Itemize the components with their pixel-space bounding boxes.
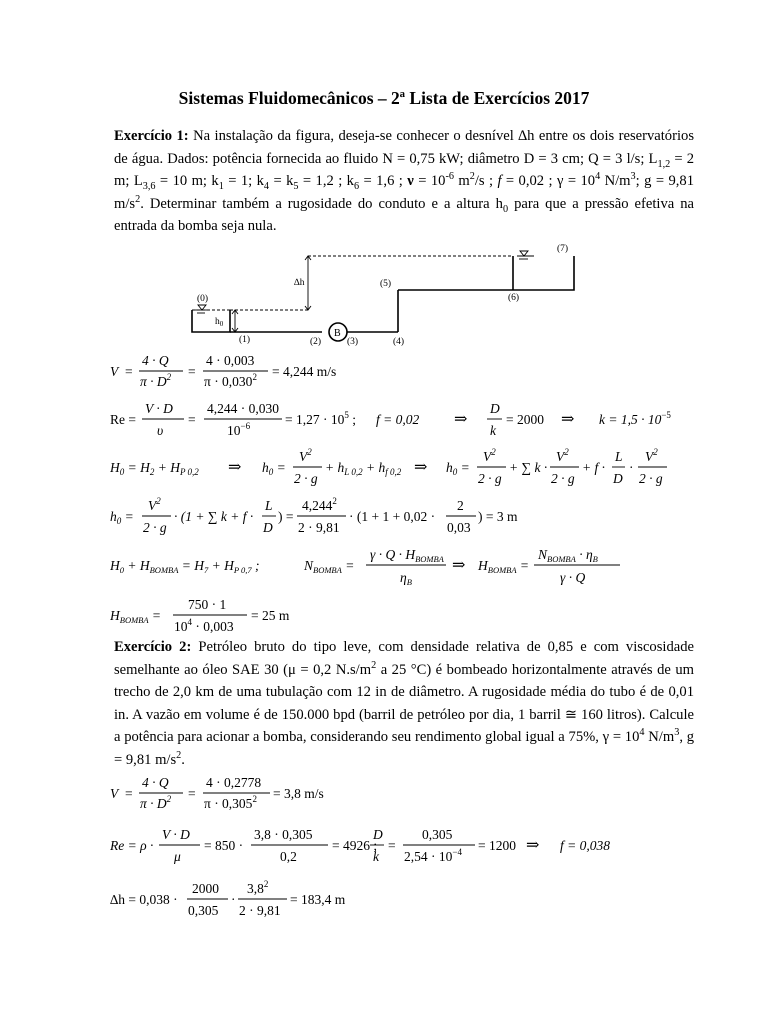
eq-term: =	[125, 786, 133, 801]
eq-term: 0,305	[422, 827, 453, 842]
eq-term: V	[110, 786, 119, 801]
implies-arrow: ⇒	[526, 837, 540, 854]
eq-term: 4 · 0,003	[206, 353, 255, 368]
implies-arrow: ⇒	[561, 411, 575, 428]
eq-denominator: π · 0,305	[204, 796, 253, 811]
point-6-label: (6)	[508, 293, 520, 303]
point-2-label: (2)	[310, 337, 322, 347]
equation-pump-head	[110, 546, 630, 590]
eq-text: + H	[154, 460, 180, 475]
eq-term	[404, 847, 462, 864]
exercise-1-statement	[114, 125, 694, 238]
eq-text: = H	[178, 558, 205, 573]
eq-term	[110, 608, 161, 625]
document-title: Sistemas Fluidomecânicos – 2ª Lista de Exercícios 2017	[178, 88, 590, 108]
eq-text: + H	[208, 558, 234, 573]
eq-term	[325, 460, 402, 477]
eq-text: h	[110, 509, 117, 524]
eq-term: Re = ρ ·	[110, 838, 154, 853]
eq-term: k	[373, 849, 379, 864]
ex1-sup: 4	[595, 171, 601, 183]
eq-sub: P 0,7	[233, 565, 252, 575]
eq-term	[110, 509, 134, 526]
eq-term: 750 · 1	[188, 597, 227, 612]
eq-term: · (1 + ∑ k + f ·	[174, 509, 254, 524]
ex1-sup: -6	[445, 171, 454, 183]
eq-sup: 2	[307, 448, 312, 457]
eq-result: = 183,4 m	[290, 892, 346, 907]
eq-term: 4 · Q	[142, 775, 169, 790]
eq-text: H	[110, 460, 120, 475]
eq-sup: 2	[156, 496, 161, 506]
ex1-text: = 1,6 ;	[359, 173, 408, 189]
eq-term	[303, 558, 354, 575]
eq-denominator: π · D	[140, 374, 167, 389]
ex1-text: m	[453, 173, 470, 189]
eq-text: V	[483, 449, 492, 464]
equation-energy-1	[110, 448, 710, 492]
ex1-text: = 0,02 ; γ = 10	[501, 173, 596, 189]
eq-text: V	[299, 449, 308, 464]
eq-term	[247, 880, 268, 896]
eq-term: =	[388, 838, 396, 853]
eq-term: 2 · g	[478, 471, 502, 486]
ex2-sup: 2	[176, 749, 182, 761]
eq-term: D	[373, 827, 383, 842]
ex1-sub: 6	[353, 180, 360, 192]
eq-text: η	[400, 570, 407, 585]
eq-text: h	[262, 460, 269, 475]
eq-term	[140, 372, 172, 389]
eq-text: =	[148, 608, 162, 623]
eq-text: V	[645, 449, 654, 464]
equation-head-loss	[110, 880, 390, 926]
eq-sub: 0	[452, 467, 458, 477]
implies-arrow: ⇒	[452, 557, 466, 574]
eq-term: 4,244 · 0,030	[207, 401, 279, 416]
ex1-text: = 1; k	[223, 173, 264, 189]
eq-sup: −4	[452, 847, 462, 857]
installation-figure	[190, 238, 580, 350]
eq-sub: B	[592, 554, 598, 564]
eq-term: =	[188, 364, 196, 379]
eq-term: = 850 ·	[204, 838, 244, 853]
eq-sub: BOMBA	[487, 565, 517, 575]
eq-term	[285, 410, 356, 427]
eq-text: = H	[124, 460, 150, 475]
eq-text: H	[110, 608, 120, 623]
eq-text: =	[273, 460, 286, 475]
eq-term	[483, 448, 496, 464]
eq-sup: 2	[491, 448, 496, 457]
eq-text: N	[538, 547, 548, 562]
ex1-text: f	[497, 173, 502, 189]
ex1-text: para que a pressão efetiva na entrada da bomba seja nula.	[114, 195, 694, 234]
eq-result: = 1,27 · 10	[285, 412, 345, 427]
eq-term: + ∑ k ·	[509, 460, 548, 475]
eq-result-text: k = 1,5 · 10	[599, 412, 662, 427]
point-1-label: (1)	[239, 335, 251, 345]
h0-label-sub: 0	[219, 320, 224, 328]
ex1-sub: 1	[218, 180, 224, 192]
eq-term: ∆h = 0,038 ·	[110, 892, 178, 907]
eq-sup: 2	[564, 448, 569, 457]
point-5-label: (5)	[380, 279, 392, 289]
eq-term: 2	[457, 498, 464, 513]
eq-text: 2,54 · 10	[404, 849, 453, 864]
ex1-sub: 1,2	[657, 158, 671, 170]
ex1-sup: 2	[135, 193, 141, 205]
ex1-sup: 2	[469, 171, 475, 183]
eq-text: 3,8	[247, 881, 264, 896]
point-0-label: (0)	[197, 294, 209, 304]
equation-reynolds-2	[110, 826, 670, 870]
ex1-text: N/m	[600, 173, 631, 189]
point-4-label: (4)	[393, 337, 405, 347]
eq-sub: B	[406, 577, 412, 587]
ex1-text: ; g = 9,81 m/s	[114, 173, 694, 212]
exercise-2-statement	[114, 636, 694, 771]
ex1-sub: 0	[502, 203, 509, 215]
eq-term: 0,2	[280, 849, 297, 864]
eq-text: + h	[362, 460, 386, 475]
ex1-sub: 3,6	[142, 180, 156, 192]
eq-term	[174, 617, 234, 634]
equation-pump-head-result	[110, 596, 330, 640]
eq-term: υ	[157, 423, 164, 438]
point-3-label: (3)	[347, 337, 359, 347]
eq-sub: L 0,2	[344, 467, 363, 477]
eq-term: 2 · g	[551, 471, 575, 486]
eq-sup: 2	[166, 794, 172, 804]
equation-velocity-1	[110, 352, 360, 392]
delta-h-label: ∆h	[294, 278, 305, 288]
eq-term: ·	[629, 460, 634, 475]
ex1-sub: 4	[263, 180, 270, 192]
eq-text: · 0,003	[192, 619, 234, 634]
eq-term	[110, 558, 260, 575]
equation-reynolds-1	[110, 400, 710, 442]
eq-term	[148, 496, 161, 513]
eq-sup: 2	[252, 794, 257, 804]
eq-term: D	[490, 401, 500, 416]
eq-term: =	[125, 364, 133, 379]
ex1-text: ν	[407, 173, 414, 189]
eq-term	[400, 570, 412, 587]
eq-term	[302, 496, 337, 513]
ex1-text: = 10 m; k	[155, 173, 219, 189]
ex2-text: .	[181, 751, 185, 768]
eq-term: 0,03	[447, 520, 471, 535]
eq-term: 2 · 9,81	[239, 903, 281, 918]
eq-term: 2 · g	[639, 471, 663, 486]
eq-sub: BOMBA	[119, 615, 149, 625]
water-level-icon	[198, 305, 206, 310]
eq-term: 2 · g	[294, 471, 318, 486]
eq-result: = 4,244 m/s	[272, 364, 337, 379]
eq-denominator: π · D	[140, 796, 167, 811]
eq-denominator: π · 0,030	[204, 374, 253, 389]
eq-text: V	[148, 498, 157, 513]
eq-term: V	[110, 364, 119, 379]
eq-sub: 7	[204, 565, 209, 575]
eq-sub: 0	[268, 467, 274, 477]
eq-term: ) =	[278, 509, 294, 524]
eq-sub: BOMBA	[547, 554, 576, 564]
eq-sup: 4	[187, 617, 192, 627]
eq-text: =	[341, 558, 355, 573]
h0-label-text: h	[215, 317, 220, 327]
eq-term	[645, 448, 658, 464]
ex1-text: = 2 m; L	[114, 150, 695, 189]
eq-sup: 2	[166, 372, 172, 382]
eq-term: 2 · g	[143, 520, 167, 535]
eq-sub: 0	[116, 516, 122, 526]
eq-term	[299, 448, 312, 464]
eq-term: 2000	[192, 881, 219, 896]
eq-term: + f ·	[582, 460, 605, 475]
eq-text: ;	[251, 558, 260, 573]
exercise-1-label: Exercício 1:	[114, 128, 189, 144]
equation-h0-result	[110, 496, 530, 542]
point-7-label: (7)	[557, 244, 569, 254]
ex1-text: = k	[269, 173, 294, 189]
implies-arrow: ⇒	[414, 459, 428, 476]
eq-term: 3,8 · 0,305	[254, 827, 313, 842]
ex1-text: /s ;	[474, 173, 498, 189]
eq-term	[204, 794, 257, 811]
eq-sup: −5	[661, 410, 671, 420]
eq-text: H	[478, 558, 488, 573]
ex1-sub: 5	[293, 180, 299, 192]
eq-text: γ · Q · H	[370, 547, 416, 562]
eq-result: f = 0,038	[560, 838, 610, 853]
eq-term	[204, 372, 257, 389]
eq-sub: 0	[119, 467, 125, 477]
eq-text: =	[121, 509, 134, 524]
water-level-icon	[520, 251, 528, 256]
ex2-sup: 2	[371, 659, 377, 671]
ex2-text: Petróleo bruto do tipo leve, com densidade relativa de 0,85 e com viscosidade semelhante ao óleo SAE 30 (μ = 0,2 N.s/m	[114, 639, 695, 678]
eq-text: · η	[575, 547, 593, 562]
eq-term: 0,305	[188, 903, 219, 918]
eq-result	[599, 410, 671, 427]
eq-sub: BOMBA	[149, 565, 179, 575]
eq-text: + h	[325, 460, 345, 475]
eq-term: =	[188, 412, 196, 427]
eq-term: L	[265, 498, 273, 513]
equation-velocity-2	[110, 774, 370, 816]
eq-sub: BOMBA	[313, 565, 342, 575]
implies-arrow: ⇒	[454, 411, 468, 428]
eq-term: V · D	[162, 827, 190, 842]
eq-term: V · D	[145, 401, 173, 416]
eq-result: = 4926 ;	[332, 838, 378, 853]
eq-term	[556, 448, 569, 464]
eq-sup: 2	[263, 880, 269, 889]
eq-term: =	[188, 786, 196, 801]
eq-sup: −6	[240, 421, 251, 431]
eq-term	[140, 794, 172, 811]
ex1-text: = 10	[413, 173, 446, 189]
eq-sub: BOMBA	[415, 554, 444, 564]
eq-result: ) = 3 m	[478, 509, 518, 524]
eq-term: 4 · Q	[142, 353, 169, 368]
eq-text: =	[457, 460, 470, 475]
eq-text: V	[556, 449, 565, 464]
eq-term	[110, 460, 199, 477]
eq-term: ·	[231, 892, 236, 907]
eq-term: f = 0,02	[376, 412, 420, 427]
eq-term: γ · Q	[560, 570, 586, 585]
eq-term: D	[263, 520, 273, 535]
ex1-text: Na instalação da figura, deseja-se conhecer o desnível ∆h entre os dois reservatórios de água. Dados: potência fornecida ao fluido N = 0,75 kW; diâmetro D = 3 cm; Q = 3 l/s; L	[114, 128, 694, 167]
eq-term: ;	[348, 412, 356, 427]
eq-term	[477, 558, 529, 575]
ex1-text: . Determinar também a rugosidade do conduto e a altura h	[140, 195, 503, 212]
eq-text: N	[304, 558, 314, 573]
eq-term: L	[615, 449, 623, 464]
eq-text: 4,244	[302, 498, 333, 513]
eq-sup: 5	[344, 410, 349, 420]
eq-text: =	[516, 558, 530, 573]
ex1-text: = 1,2 ; k	[298, 173, 354, 189]
eq-term: μ	[174, 849, 181, 864]
pump-label: B	[334, 328, 341, 339]
ex2-text: a 25 °C) é bombeado horizontalmente através de um trecho de 2,0 km de uma tubulação com 12 in de diâmetro. A rugosidade média do tubo é de 0,01 in. A vazão em volume é de 150.000 bpd (barril de petróleo por dia, 1 barril ≅ 160 litros). Calcule a potência para acionar a bomba, considerando seu rendimento global igual a 75%, γ = 10	[114, 661, 694, 745]
eq-sup: 2	[252, 372, 257, 382]
eq-sub: P 0,2	[179, 467, 199, 477]
eq-sub: 2	[149, 467, 155, 477]
eq-result: = 25 m	[251, 608, 290, 623]
implies-arrow: ⇒	[228, 459, 242, 476]
eq-result: = 3,8 m/s	[273, 786, 324, 801]
eq-term: · (1 + 1 + 0,02 ·	[349, 509, 436, 524]
eq-denominator: 10	[227, 423, 241, 438]
ex2-text: N/m	[644, 729, 675, 745]
ex1-sup: 3	[630, 171, 636, 183]
right-reservoir	[513, 256, 574, 290]
eq-term: Re =	[110, 412, 136, 427]
eq-term	[446, 460, 470, 477]
eq-result: = 1200	[478, 838, 516, 853]
eq-text: 10	[174, 619, 188, 634]
h0-label	[215, 317, 224, 328]
ex2-sup: 3	[674, 727, 680, 739]
eq-text: h	[446, 460, 453, 475]
eq-sub: f 0,2	[385, 467, 402, 477]
eq-sup: 2	[653, 448, 658, 457]
eq-term: D	[613, 471, 623, 486]
eq-text: H	[110, 558, 120, 573]
eq-term	[370, 547, 445, 564]
eq-sup: 2	[332, 496, 337, 506]
eq-term	[537, 547, 598, 564]
eq-sub: 0	[119, 565, 124, 575]
eq-term: k	[490, 423, 496, 438]
eq-result: = 2000	[506, 412, 544, 427]
eq-term	[227, 421, 251, 438]
eq-term: 2 · 9,81	[298, 520, 340, 535]
ex2-sup: 4	[639, 727, 645, 739]
eq-text: + H	[124, 558, 150, 573]
eq-term: 4 · 0,2778	[206, 775, 262, 790]
exercise-2-label: Exercício 2:	[114, 639, 192, 655]
ex2-text: , g = 9,81 m/s	[114, 729, 694, 768]
eq-term	[262, 460, 286, 477]
